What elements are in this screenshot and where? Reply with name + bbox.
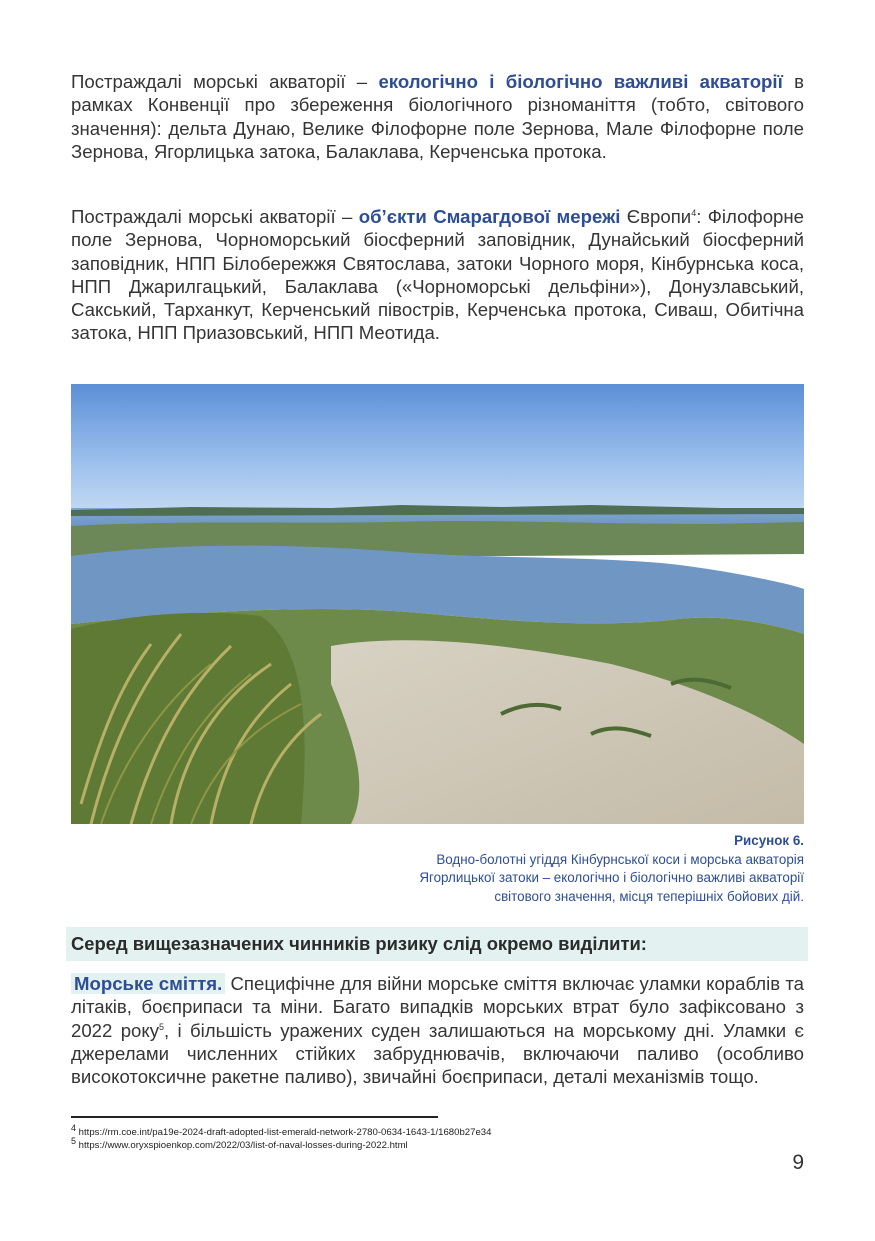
footnote-link[interactable]: https://rm.coe.int/pa19e-2024-draft-adopted-list-emerald-network-2780-0634-1643-1/1680b27e34 xyxy=(76,1127,492,1138)
footnote-number: 4 xyxy=(71,1122,77,1133)
caption-line: світового значення, місця теперішніх бойових дій. xyxy=(494,888,804,904)
marine-litter-tag: Морське сміття. xyxy=(71,973,225,994)
footnote-number: 5 xyxy=(71,1135,77,1146)
caption-title: Рисунок 6. xyxy=(734,833,804,848)
paragraph-body: : Філофорне поле Зернова, Чорноморський біосферний заповідник, Дунайський біосферний заповідник, НПП Білобережжя Святослава, затоки Чорного моря, Кінбурнська коса, НПП Джарилгацький, Балаклава («Чорноморські дельфіни»), Донузлавський, Сакський, Тарханкут, Керченський півострів, Керченська протока, Сиваш, Обитічна затока, НПП Приазовський, НПП Меотида. xyxy=(71,206,805,344)
highlight-emerald: об’єкти Смарагдової мережі xyxy=(358,206,621,227)
footnote-divider xyxy=(71,1116,438,1118)
footnote-5 xyxy=(71,1135,408,1151)
caption-line: Водно-болотні угіддя Кінбурнської коси і морська акваторія xyxy=(436,851,804,867)
paragraph-body: Європи xyxy=(620,206,692,227)
paragraph-body: в рамках Конвенції про збереження біологічного різноманіття (тобто, світового значення): дельта Дунаю, Велике Філофорне поле Зернова, Мале Філофорне поле Зернова, Ягорлицька затока, Балаклава, Керченська протока. xyxy=(71,71,804,162)
figure-photo-kinburn-spit xyxy=(71,384,804,824)
section-heading-band xyxy=(66,927,808,961)
paragraph-protected-areas xyxy=(71,70,804,163)
page-number: 9 xyxy=(792,1151,804,1174)
paragraph-lead: Постраждалі морські акваторії – xyxy=(71,71,379,92)
section-heading: Серед вищезазначених чинників ризику слід окремо виділити: xyxy=(71,933,647,954)
paragraph-body: Специфічне для війни морське сміття включає уламки кораблів та літаків, боєприпаси та міни. Багато випадків морських втрат було зафіксовано з 2022 року xyxy=(71,973,804,1041)
paragraph-marine-litter xyxy=(71,972,804,1088)
paragraph-lead: Постраждалі морські акваторії – xyxy=(71,206,359,227)
footnote-ref-4[interactable]: 4 xyxy=(691,207,697,218)
figure-caption xyxy=(300,832,804,906)
footnote-4 xyxy=(71,1122,492,1138)
footnote-link[interactable]: https://www.oryxspioenkop.com/2022/03/list-of-naval-losses-during-2022.html xyxy=(76,1140,408,1151)
highlight-ebsa: екологічно і біологічно важливі акваторії xyxy=(378,71,783,92)
paragraph-body: , і більшість уражених суден залишаються на морському дні. Уламки є джерелами численних стійких забруднювачів, включаючи паливо (особливо високотоксичне ракетне паливо), звичайні боєприпаси, деталі механізмів тощо. xyxy=(71,1019,804,1088)
caption-line: Ягорлицької затоки – екологічно і біологічно важливі акваторії xyxy=(419,870,804,885)
footnote-ref-5[interactable]: 5 xyxy=(159,1021,165,1032)
paragraph-emerald-network xyxy=(71,205,804,345)
